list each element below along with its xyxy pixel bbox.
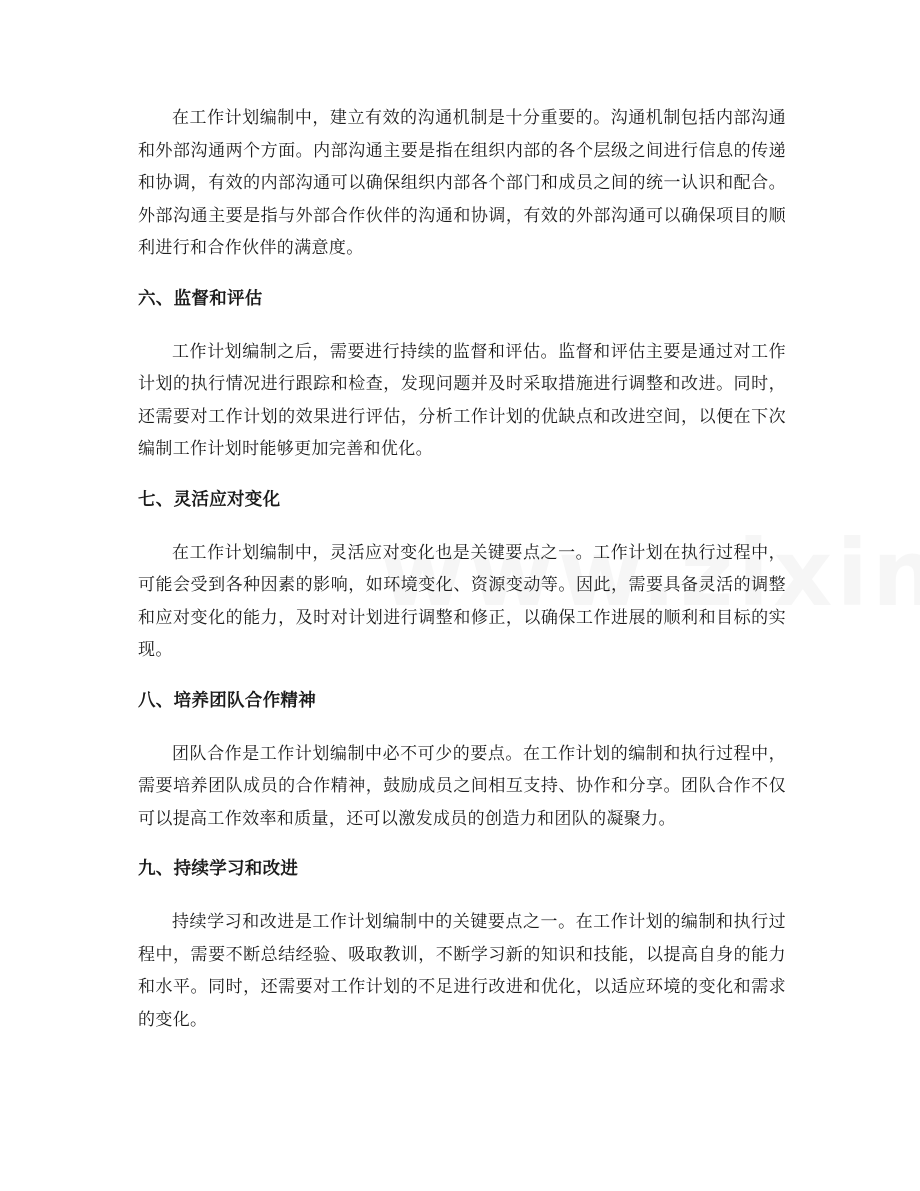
spacer — [138, 717, 786, 738]
spacer — [138, 835, 786, 853]
section-paragraph-9: 持续学习和改进是工作计划编制中的关键要点之一。在工作计划的编制和执行过程中，需要不断总结经验、吸取教训，不断学习新的知识和技能，以提高自身的能力和水平。同时，还需要对工作计划的不足进行改进和优化，以适应环境的变化和需求的变化。 — [138, 912, 786, 1030]
spacer — [138, 265, 786, 283]
spacer — [138, 516, 786, 537]
section-paragraph-8: 团队合作是工作计划编制中必不可少的要点。在工作计划的编制和执行过程中，需要培养团队成员的合作精神，鼓励成员之间相互支持、协作和分享。团队合作不仅可以提高工作效率和质量，还可以激发成员的创造力和团队的凝聚力。 — [138, 743, 786, 829]
spacer — [138, 667, 786, 685]
section-paragraph-7: 在工作计划编制中，灵活应对变化也是关键要点之一。工作计划在执行过程中，可能会受到各种因素的影响，如环境变化、资源变动等。因此，需要具备灵活的调整和应对变化的能力，及时对计划进行调整和修正，以确保工作进展的顺利和目标的实现。 — [138, 542, 786, 660]
section-heading-7: 七、灵活应对变化 — [138, 489, 281, 510]
section-heading-9: 九、持续学习和改进 — [138, 859, 299, 879]
section-paragraph-6: 工作计划编制之后，需要进行持续的监督和评估。监督和评估主要是通过对工作计划的执行情况进行跟踪和检查，发现问题并及时采取措施进行调整和改进。同时，还需要对工作计划的效果进行评估，分析工作计划的优缺点和改进空间，以便在下次编制工作计划时能够更加完善和优化。 — [138, 341, 786, 459]
document-body — [138, 102, 786, 1036]
spacer — [138, 315, 786, 336]
spacer — [138, 885, 786, 906]
spacer — [138, 466, 786, 484]
paragraph-intro: 在工作计划编制中，建立有效的沟通机制是十分重要的。沟通机制包括内部沟通和外部沟通两个方面。内部沟通主要是指在组织内部的各个层级之间进行信息的传递和协调，有效的内部沟通可以确保组织内部各个部门和成员之间的统一认识和配合。外部沟通主要是指与外部合作伙伴的沟通和协调，有效的外部沟通可以确保项目的顺利进行和合作伙伴的满意度。 — [138, 108, 786, 258]
section-heading-6: 六、监督和评估 — [138, 288, 263, 309]
section-heading-8: 八、培养团队合作精神 — [138, 690, 316, 711]
